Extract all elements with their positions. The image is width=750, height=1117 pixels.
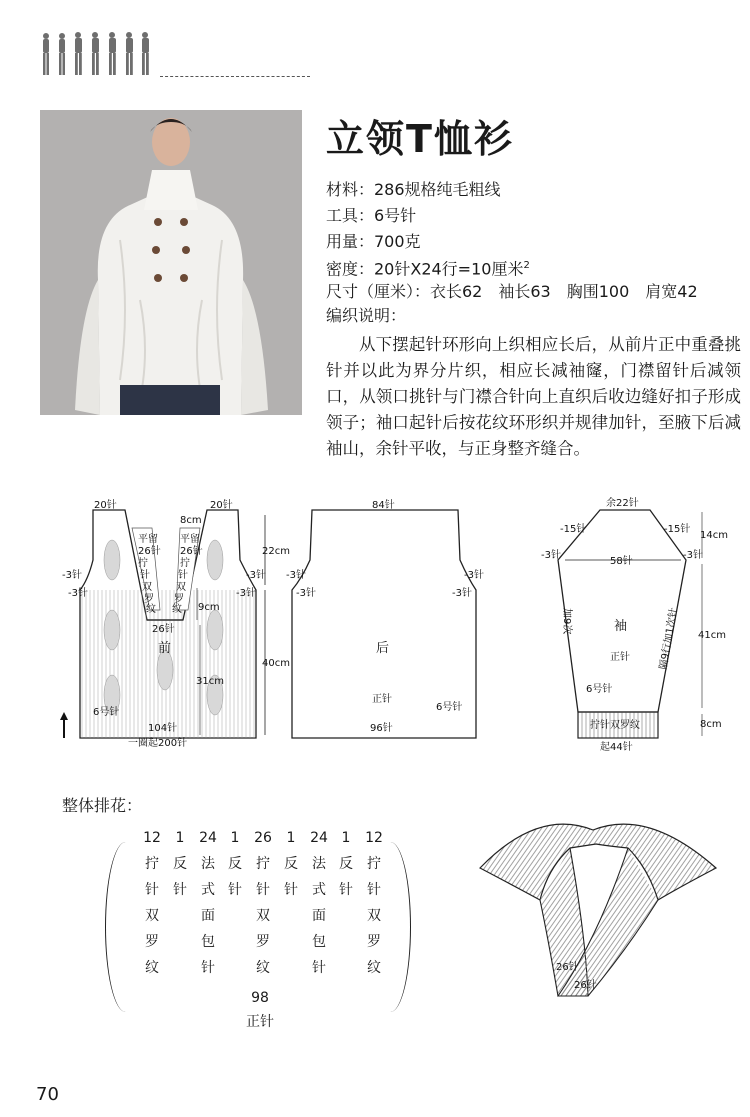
svg-text:针: 针 xyxy=(178,570,188,581)
front-cast-on: 一圈起200针 xyxy=(128,738,188,749)
svg-text:双: 双 xyxy=(142,582,152,593)
pattern-column xyxy=(197,825,219,981)
spec-size: 尺寸（厘米）：衣长62 袖长63 胸围100 肩宽42 xyxy=(326,282,698,301)
back-label: 后 xyxy=(376,641,390,656)
pattern-column xyxy=(280,825,302,903)
back-top-stitches: 84针 xyxy=(372,500,395,511)
pattern-column-text: 拧针双罗纹 xyxy=(367,856,381,976)
collar-diagram xyxy=(478,818,718,1000)
front-shoulder-left: 20针 xyxy=(94,500,117,511)
front-dec-right: -3针 xyxy=(246,570,266,581)
front-dec-right2: -3针 xyxy=(236,588,256,599)
pattern-column xyxy=(308,825,330,981)
sleeve-length: 41cm xyxy=(698,630,726,641)
sleeve-dec-left: -3针 xyxy=(541,550,561,561)
pattern-column-num: 1 xyxy=(175,830,185,846)
sleeve-cap-dec-left: -15针 xyxy=(560,524,587,535)
pattern-column-text: 反针 xyxy=(339,856,353,898)
sleeve-cast-on: 起44针 xyxy=(600,742,633,753)
pattern-layout-heading: 整体排花： xyxy=(62,796,143,815)
front-dec-left2: -3针 xyxy=(68,588,88,599)
svg-text:拧: 拧 xyxy=(180,558,190,569)
sleeve-cuff: 拧针双罗纹 xyxy=(590,720,640,731)
pattern-total-num: 98 xyxy=(251,990,269,1006)
sleeve-piece xyxy=(558,510,702,738)
front-dec-left: -3针 xyxy=(62,570,82,581)
header-silhouettes-icon xyxy=(38,30,158,80)
pattern-column xyxy=(252,825,274,981)
spec-density-sup: 2 xyxy=(523,260,530,271)
spec-density-text: 密度：20针X24行=10厘米 xyxy=(326,259,524,279)
collar-right-label: 26针 xyxy=(574,980,597,991)
front-bottom-stitches: 104针 xyxy=(148,723,178,734)
svg-text:罗: 罗 xyxy=(144,594,154,605)
sleeve-stitch: 正针 xyxy=(610,652,630,663)
pattern-column xyxy=(169,825,191,903)
front-lower-depth: 31cm xyxy=(196,676,224,687)
sleeve-cuff-height: 8cm xyxy=(700,719,722,730)
pattern-column-num: 24 xyxy=(199,830,217,846)
pattern-column-num: 1 xyxy=(286,830,296,846)
pattern-column-num: 12 xyxy=(365,830,383,846)
pattern-column-text: 法式面包针 xyxy=(312,856,326,976)
svg-text:平留: 平留 xyxy=(138,534,158,545)
front-neck-depth: 8cm xyxy=(180,515,202,526)
sleeve-needle: 6号针 xyxy=(586,684,613,695)
sleeve-inc-right: 隔9行加1次针 xyxy=(658,606,680,671)
svg-text:罗: 罗 xyxy=(174,594,184,605)
spec-material: 材料：286规格纯毛粗线 xyxy=(326,180,501,199)
front-armhole-height: 22cm xyxy=(262,546,290,557)
front-needle: 6号针 xyxy=(93,707,120,718)
svg-text:纹: 纹 xyxy=(172,604,182,615)
svg-text:26针: 26针 xyxy=(138,546,161,557)
pattern-column-text: 反针 xyxy=(284,856,298,898)
svg-text:双: 双 xyxy=(176,582,186,593)
instructions-label: 编织说明： xyxy=(326,306,407,325)
svg-text:26针: 26针 xyxy=(180,546,203,557)
schematic-diagrams xyxy=(0,480,750,780)
front-label: 前 xyxy=(158,641,172,656)
spec-amount: 用量：700克 xyxy=(326,232,421,251)
sleeve-inc-left: 加9次 xyxy=(561,608,572,635)
pattern-column-num: 12 xyxy=(143,830,161,846)
svg-text:针: 针 xyxy=(140,570,150,581)
back-dec-right: -3针 xyxy=(464,570,484,581)
pattern-column-text: 反针 xyxy=(228,856,242,898)
back-stitch: 正针 xyxy=(372,694,392,705)
pattern-column-text: 拧针双罗纹 xyxy=(256,856,270,976)
back-dec-left2: -3针 xyxy=(296,588,316,599)
svg-text:平留: 平留 xyxy=(180,534,200,545)
pattern-column xyxy=(363,825,385,981)
pattern-column xyxy=(141,825,163,981)
pattern-column-num: 1 xyxy=(341,830,351,846)
front-v-depth: 9cm xyxy=(198,602,220,613)
spec-density xyxy=(326,256,530,279)
collar-left-label: 26针 xyxy=(556,962,579,973)
spec-tool: 工具：6号针 xyxy=(326,206,417,225)
pattern-bracket-left xyxy=(105,842,146,1012)
pattern-column xyxy=(335,825,357,903)
front-body-height: 40cm xyxy=(262,658,290,669)
back-dec-right2: -3针 xyxy=(452,588,472,599)
pattern-column-text: 拧针双罗纹 xyxy=(145,856,159,976)
sleeve-label: 袖 xyxy=(614,619,628,634)
pattern-total-text: 正针 xyxy=(246,1014,274,1030)
back-dec-left: -3针 xyxy=(286,570,306,581)
sleeve-cap-dec-right: -15针 xyxy=(664,524,691,535)
front-shoulder-right: 20针 xyxy=(210,500,233,511)
instructions-text: 从下摆起针环形向上织相应长后，从前片正中重叠挑针并以此为界分片织，相应长减袖窿，门襟留针后减领口，从领口挑针与门襟合针向上直织后收边缝好扣子形成领子；袖口起针后按花纹环形织并规律加针，至腋下后减袖山，余针平收，与正身整齐缝合。 xyxy=(326,335,741,458)
back-needle: 6号针 xyxy=(436,702,463,713)
sleeve-cap-height: 14cm xyxy=(700,530,728,541)
sleeve-top-stitches: 余22针 xyxy=(606,498,639,509)
pattern-column-text: 反针 xyxy=(173,856,187,898)
svg-text:纹: 纹 xyxy=(146,604,156,615)
sleeve-dec-right: -3针 xyxy=(683,550,703,561)
pattern-column-num: 1 xyxy=(230,830,240,846)
back-bottom-stitches: 96针 xyxy=(370,723,393,734)
pattern-column-text: 法式面包针 xyxy=(201,856,215,976)
front-center-stitches: 26针 xyxy=(152,624,175,635)
header-divider xyxy=(160,76,310,77)
pattern-column xyxy=(224,825,246,903)
svg-text:拧: 拧 xyxy=(138,558,148,569)
page-number: 70 xyxy=(36,1084,59,1105)
pattern-column-num: 26 xyxy=(254,830,272,846)
sleeve-width-stitches: 58针 xyxy=(610,556,633,567)
pattern-column-num: 24 xyxy=(310,830,328,846)
page-title: 立领T恤衫 xyxy=(326,117,514,161)
product-photo xyxy=(40,110,302,415)
